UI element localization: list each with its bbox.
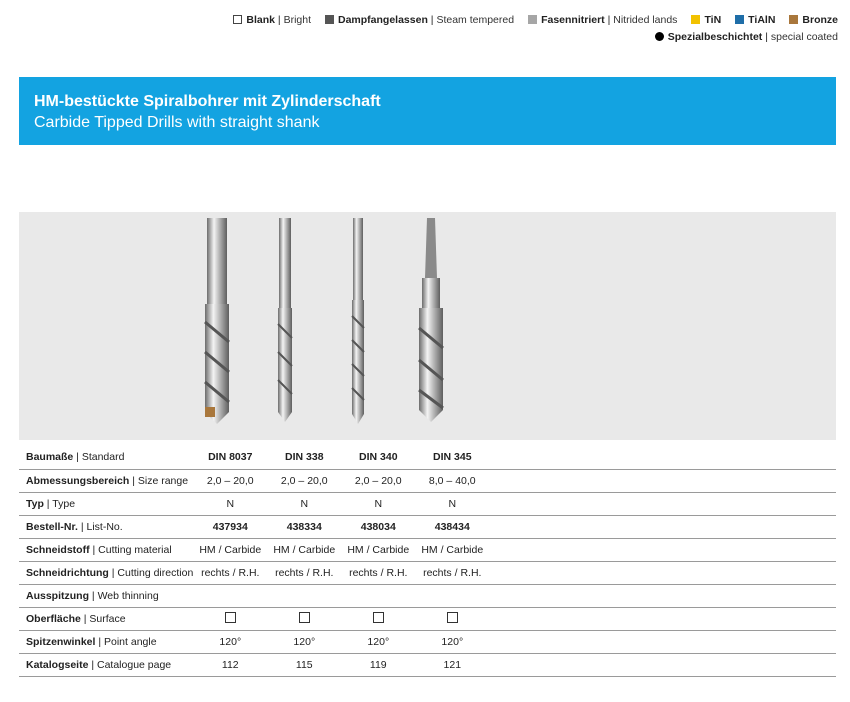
- table-cell: N: [341, 493, 415, 516]
- table-cell: [267, 608, 341, 631]
- table-filler: [489, 539, 836, 562]
- table-cell: DIN 338: [267, 444, 341, 470]
- row-label: Abmessungsbereich | Size range: [19, 470, 193, 493]
- table-cell: HM / Carbide: [341, 539, 415, 562]
- drills-illustration: [19, 212, 836, 440]
- table-cell: 438434: [415, 516, 489, 539]
- legend-item-bronze: Bronze: [789, 12, 838, 29]
- table-filler: [489, 444, 836, 470]
- row-label: Schneidrichtung | Cutting direction: [19, 562, 193, 585]
- table-cell: 120°: [341, 631, 415, 654]
- row-label: Ausspitzung | Web thinning: [19, 585, 193, 608]
- legend-row-2: [219, 29, 838, 46]
- drill-din-8037: [205, 218, 229, 424]
- row-label: Spitzenwinkel | Point angle: [19, 631, 193, 654]
- drill-din-345: [419, 218, 443, 422]
- table-row: [19, 539, 836, 562]
- table-cell: rechts / R.H.: [415, 562, 489, 585]
- row-label: Schneidstoff | Cutting material: [19, 539, 193, 562]
- legend-swatch-icon: [528, 15, 537, 24]
- table-filler: [489, 654, 836, 677]
- table-cell: HM / Carbide: [267, 539, 341, 562]
- table-cell: [193, 608, 267, 631]
- table-cell: DIN 345: [415, 444, 489, 470]
- table-row: [19, 470, 836, 493]
- table-filler: [489, 516, 836, 539]
- table-cell: 121: [415, 654, 489, 677]
- table-filler: [489, 585, 836, 608]
- table-row: [19, 631, 836, 654]
- table-cell: 115: [267, 654, 341, 677]
- legend-item-tin: TiN: [691, 12, 721, 29]
- table-cell: DIN 340: [341, 444, 415, 470]
- table-cell: [341, 608, 415, 631]
- table-row: [19, 654, 836, 677]
- title-english: Carbide Tipped Drills with straight shank: [34, 114, 320, 131]
- row-label: Typ | Type: [19, 493, 193, 516]
- legend-dot-icon: [655, 32, 664, 41]
- table-cell: HM / Carbide: [415, 539, 489, 562]
- surface-legend: [219, 12, 838, 46]
- table-cell: 120°: [415, 631, 489, 654]
- row-label: Baumaße | Standard: [19, 444, 193, 470]
- product-photo: [19, 212, 836, 440]
- table-cell: rechts / R.H.: [341, 562, 415, 585]
- table-cell: N: [415, 493, 489, 516]
- title-banner: [19, 77, 836, 145]
- row-label: Katalogseite | Catalogue page: [19, 654, 193, 677]
- legend-item-tialn: TiAlN: [735, 12, 775, 29]
- spec-table: [19, 444, 836, 677]
- table-filler: [489, 470, 836, 493]
- legend-swatch-icon: [325, 15, 334, 24]
- legend-row-1: [219, 12, 838, 29]
- table-cell: DIN 8037: [193, 444, 267, 470]
- table-filler: [489, 631, 836, 654]
- row-label: Bestell-Nr. | List-No.: [19, 516, 193, 539]
- table-cell: 437934: [193, 516, 267, 539]
- table-row: [19, 585, 836, 608]
- surface-bright-icon: [373, 612, 384, 623]
- table-cell: 119: [341, 654, 415, 677]
- table-cell: 120°: [267, 631, 341, 654]
- table-cell: 438334: [267, 516, 341, 539]
- legend-item-special-coated: Spezialbeschichtet | special coated: [655, 29, 838, 46]
- legend-item-fasennitriert: Fasennitriert | Nitrided lands: [528, 12, 677, 29]
- table-row: [19, 493, 836, 516]
- table-row: [19, 444, 836, 470]
- legend-item-blank: Blank | Bright: [233, 12, 311, 29]
- table-row: [19, 516, 836, 539]
- table-row: [19, 608, 836, 631]
- legend-swatch-icon: [789, 15, 798, 24]
- table-filler: [489, 562, 836, 585]
- table-filler: [489, 493, 836, 516]
- table-cell: 2,0 – 20,0: [193, 470, 267, 493]
- table-cell: 2,0 – 20,0: [267, 470, 341, 493]
- table-cell: 112: [193, 654, 267, 677]
- surface-bright-icon: [225, 612, 236, 623]
- table-cell: [267, 585, 341, 608]
- table-cell: rechts / R.H.: [267, 562, 341, 585]
- legend-swatch-icon: [233, 15, 242, 24]
- table-cell: rechts / R.H.: [193, 562, 267, 585]
- drill-din-340: [352, 218, 364, 424]
- row-label: Oberfläche | Surface: [19, 608, 193, 631]
- table-cell: [415, 608, 489, 631]
- table-cell: N: [193, 493, 267, 516]
- drill-din-338: [278, 218, 292, 422]
- table-cell: 120°: [193, 631, 267, 654]
- title-german: HM-bestückte Spiralbohrer mit Zylinderschaft: [34, 93, 381, 110]
- surface-bright-icon: [299, 612, 310, 623]
- table-cell: 8,0 – 40,0: [415, 470, 489, 493]
- legend-swatch-icon: [735, 15, 744, 24]
- table-filler: [489, 608, 836, 631]
- table-cell: HM / Carbide: [193, 539, 267, 562]
- legend-swatch-icon: [691, 15, 700, 24]
- table-cell: 438034: [341, 516, 415, 539]
- table-row: [19, 562, 836, 585]
- table-cell: N: [267, 493, 341, 516]
- table-cell: [415, 585, 489, 608]
- surface-bright-icon: [447, 612, 458, 623]
- table-cell: [341, 585, 415, 608]
- table-cell: 2,0 – 20,0: [341, 470, 415, 493]
- legend-item-dampfangelassen: Dampfangelassen | Steam tempered: [325, 12, 514, 29]
- table-cell: [193, 585, 267, 608]
